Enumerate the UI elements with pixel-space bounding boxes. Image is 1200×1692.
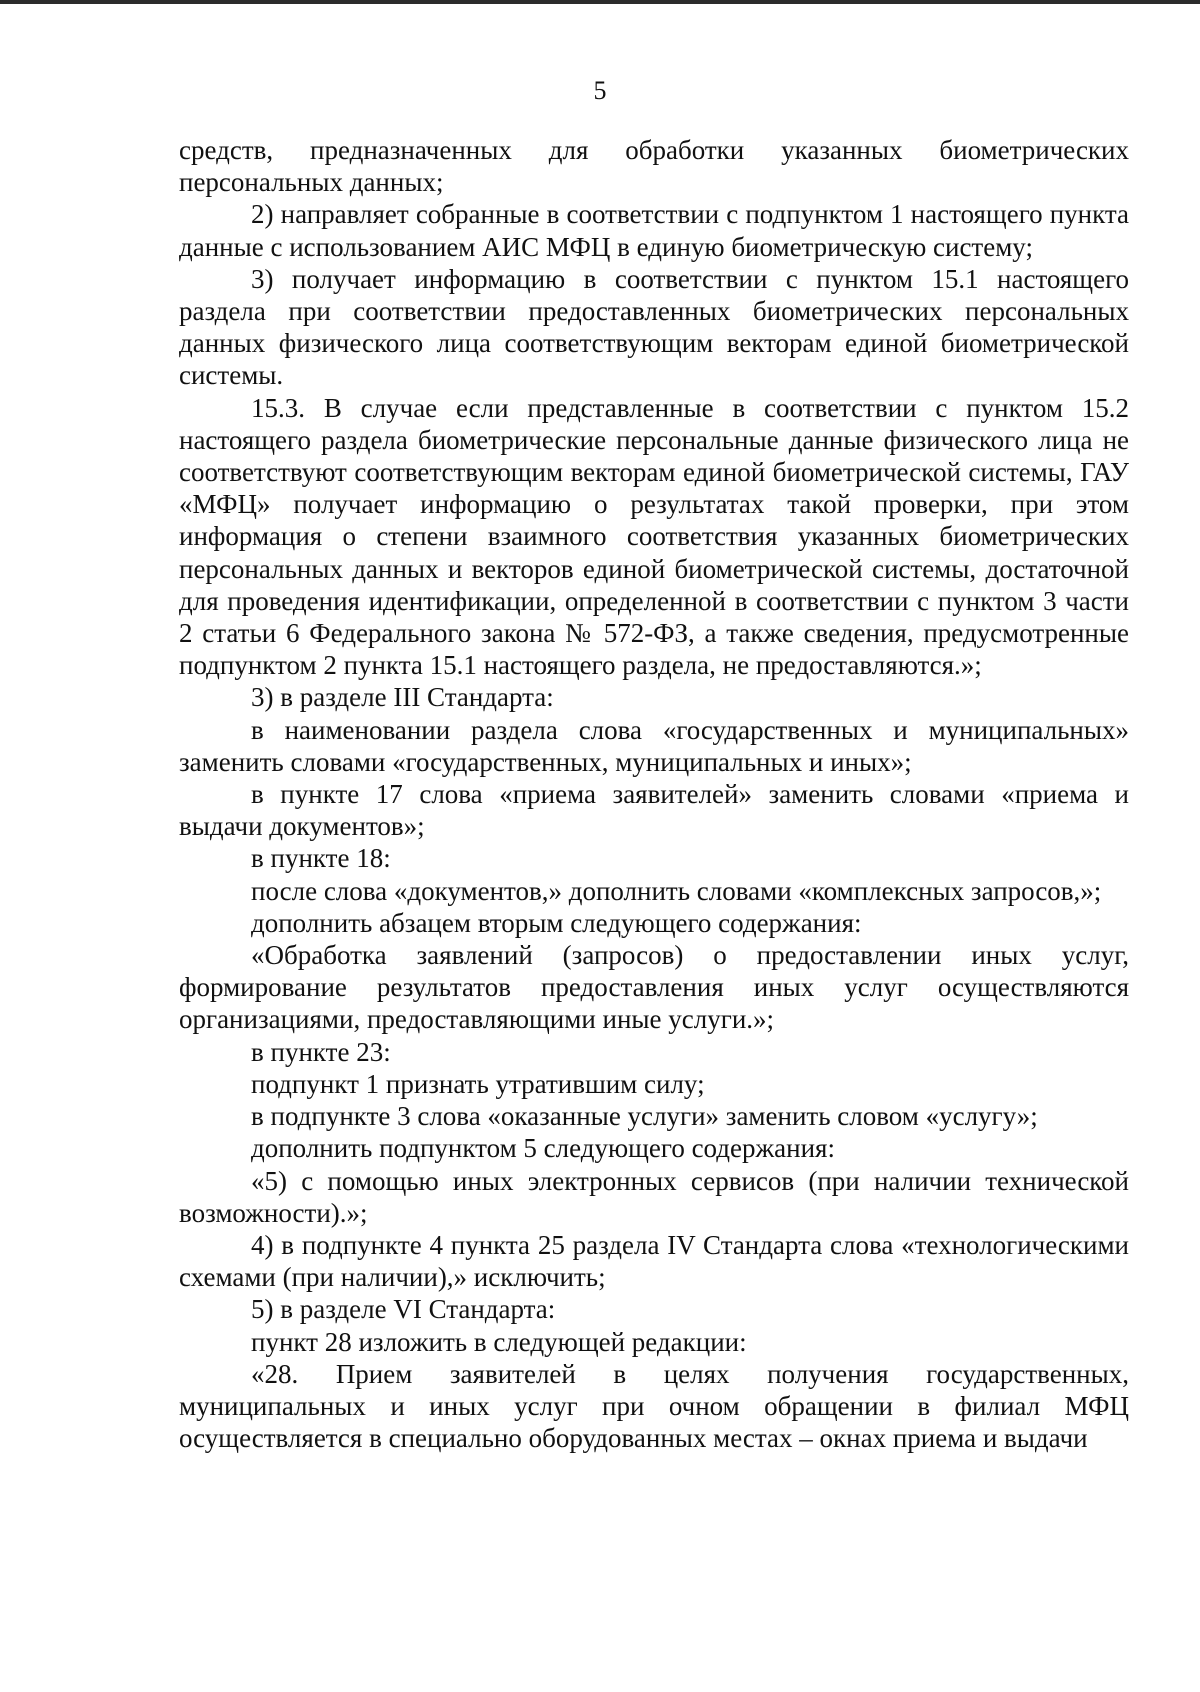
paragraph: 5) в разделе VI Стандарта:: [251, 1294, 556, 1325]
paragraph: 3) получает информацию в соответствии с пунктом 15.1 настоящего раздела при соответствии предоставленных биометрических персональных данных физического лица соответствующим векторам единой биометрической системы.: [179, 263, 1129, 391]
paragraph: «5) с помощью иных электронных сервисов (при наличии технической возможности).»;: [179, 1165, 1129, 1228]
paragraph: дополнить абзацем вторым следующего содержания:: [251, 907, 862, 938]
paragraph: средств, предназначенных для обработки указанных биометрических персональных данных;: [179, 135, 1129, 198]
paragraph: 2) направляет собранные в соответствии с подпунктом 1 настоящего пункта данные с использованием АИС МФЦ в единую биометрическую систему;: [179, 199, 1129, 262]
paragraph: в пункте 17 слова «приема заявителей» заменить словами «приема и выдачи документов»;: [179, 779, 1129, 842]
page-number: 5: [593, 76, 607, 105]
paragraph: в пункте 23:: [251, 1036, 391, 1067]
paragraph: в пункте 18:: [251, 843, 391, 874]
paragraph: 3) в разделе III Стандарта:: [251, 682, 554, 713]
page-top-edge: [0, 0, 1200, 4]
paragraph: дополнить подпунктом 5 следующего содержания:: [251, 1133, 835, 1164]
paragraph: 15.3. В случае если представленные в соответствии с пунктом 15.2 настоящего раздела биометрические персональные данные физического лица не соответствуют соответствующим векторам единой биометрической системы, ГАУ «МФЦ» получает информацию о результатах такой проверки, при этом информация о степени взаимного соответствия указанных биометрических персональных данных и векторов единой биометрической системы, достаточной для проведения идентификации, определенной в соответствии с пунктом 3 части 2 статьи 6 Федерального закона № 572-ФЗ, а также сведения, предусмотренные подпунктом 2 пункта 15.1 настоящего раздела, не предоставляются.»;: [179, 392, 1129, 681]
paragraph: в наименовании раздела слова «государственных и муниципальных» заменить словами «государственных, муниципальных и иных»;: [179, 714, 1129, 777]
document-body: [179, 134, 1129, 1454]
paragraph: пункт 28 изложить в следующей редакции:: [251, 1326, 747, 1357]
paragraph: подпункт 1 признать утратившим силу;: [251, 1068, 705, 1099]
paragraph: 4) в подпункте 4 пункта 25 раздела IV Стандарта слова «технологическими схемами (при наличии),» исключить;: [179, 1229, 1129, 1293]
paragraph: «Обработка заявлений (запросов) о предоставлении иных услуг, формирование результатов предоставления иных услуг осуществляются организациями, предоставляющими иные услуги.»;: [179, 940, 1129, 1035]
paragraph: «28. Прием заявителей в целях получения государственных, муниципальных и иных услуг при очном обращении в филиал МФЦ осуществляется в специально оборудованных местах – окнах приема и выдачи: [179, 1358, 1129, 1454]
paragraph: после слова «документов,» дополнить словами «комплексных запросов,»;: [251, 875, 1102, 906]
paragraph: в подпункте 3 слова «оказанные услуги» заменить словом «услугу»;: [251, 1101, 1038, 1132]
